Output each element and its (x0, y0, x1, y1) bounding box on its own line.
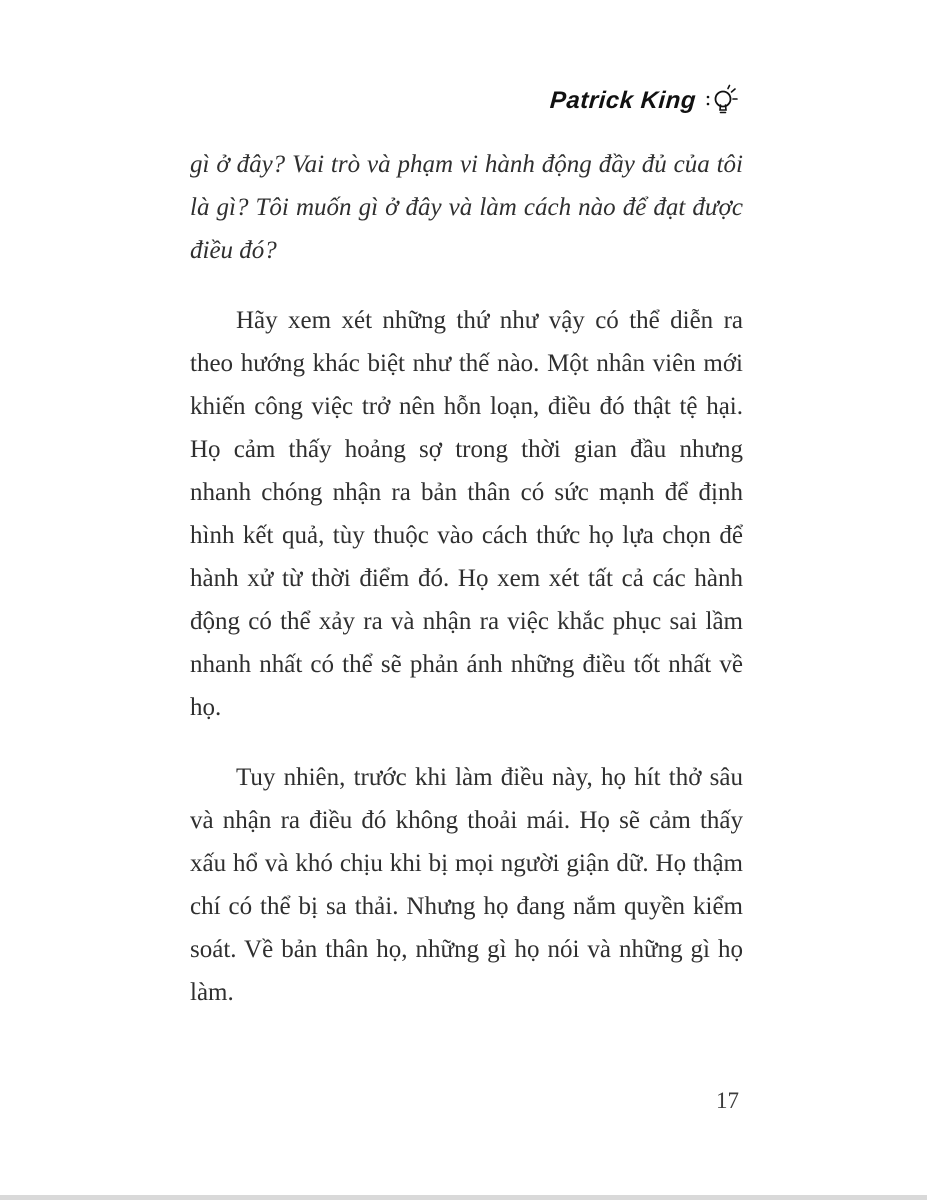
body-text-block (190, 143, 743, 1041)
body-paragraph-1: gì ở đây? Vai trò và phạm vi hành động đầy đủ của tôi là gì? Tôi muốn gì ở đây và làm cách nào để đạt được điều đó? (190, 151, 743, 264)
body-paragraph-3: Tuy nhiên, trước khi làm điều này, họ hít thở sâu và nhận ra điều đó không thoải mái. Họ sẽ cảm thấy xấu hổ và khó chịu khi bị mọi người giận dữ. Họ thậm chí có thể bị sa thải. Nhưng họ đang nắm quyền kiểm soát. Về bản thân họ, những gì họ nói và những gì họ làm. (190, 764, 743, 1006)
page-bottom-edge (0, 1195, 927, 1200)
page-header (550, 84, 738, 118)
author-name: Patrick King (549, 87, 697, 114)
body-paragraph-2: Hãy xem xét những thứ như vậy có thể diễn ra theo hướng khác biệt như thế nào. Một nhân viên mới khiến công việc trở nên hỗn loạn, điều đó thật tệ hại. Họ cảm thấy hoảng sợ trong thời gian đầu nhưng nhanh chóng nhận ra bản thân có sức mạnh để định hình kết quả, tùy thuộc vào cách thức họ lựa chọn để hành xử từ thời điểm đó. Họ xem xét tất cả các hành động có thể xảy ra và nhận ra việc khắc phục sai lầm nhanh nhất có thể sẽ phản ánh những điều tốt nhất về họ. (190, 307, 743, 721)
lightbulb-doodle-icon (704, 84, 738, 118)
page-number: 17 (716, 1088, 739, 1113)
